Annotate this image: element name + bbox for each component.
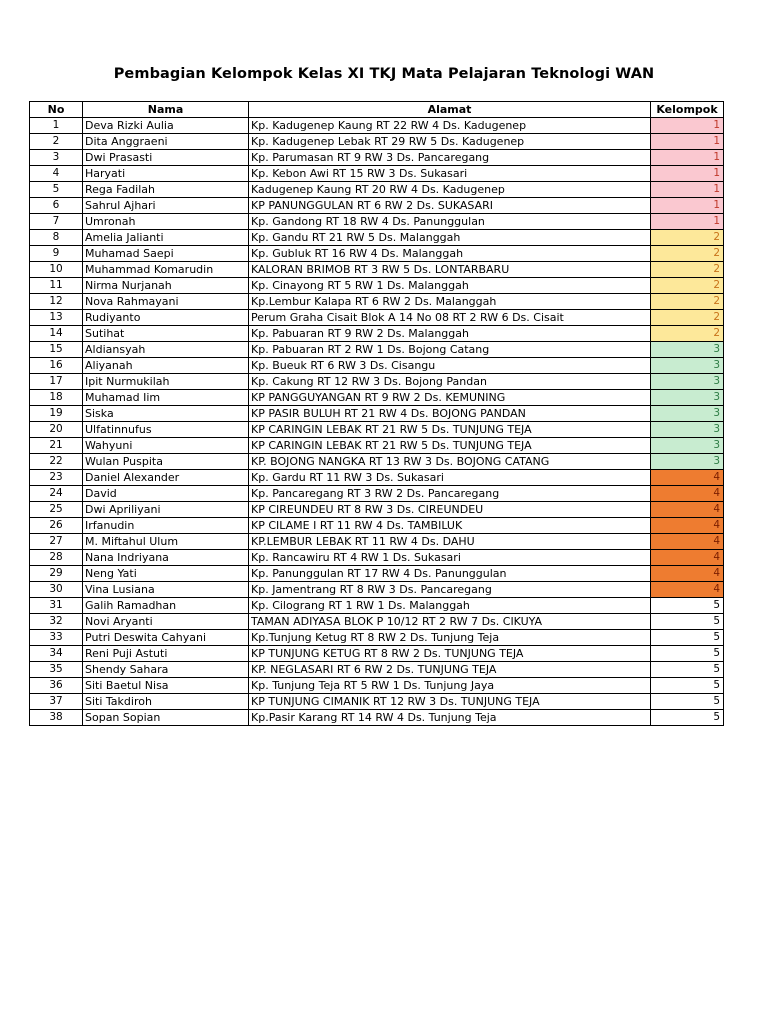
cell-kelompok: 4 <box>651 518 724 534</box>
cell-nama: Haryati <box>83 166 249 182</box>
table-row <box>30 534 724 550</box>
table-row <box>30 182 724 198</box>
cell-no: 36 <box>30 678 83 694</box>
cell-kelompok: 5 <box>651 614 724 630</box>
table-row <box>30 294 724 310</box>
table-row <box>30 358 724 374</box>
header-no: No <box>30 102 83 118</box>
cell-kelompok: 3 <box>651 390 724 406</box>
cell-no: 10 <box>30 262 83 278</box>
table-row <box>30 374 724 390</box>
cell-kelompok: 3 <box>651 422 724 438</box>
table-row <box>30 582 724 598</box>
cell-kelompok: 4 <box>651 502 724 518</box>
cell-alamat: KP CARINGIN LEBAK RT 21 RW 5 Ds. TUNJUNG TEJA <box>249 422 651 438</box>
table-row <box>30 678 724 694</box>
cell-no: 19 <box>30 406 83 422</box>
cell-nama: Sahrul Ajhari <box>83 198 249 214</box>
table-row <box>30 710 724 726</box>
cell-no: 21 <box>30 438 83 454</box>
table-row <box>30 518 724 534</box>
table-row <box>30 630 724 646</box>
cell-nama: Nova Rahmayani <box>83 294 249 310</box>
table-row <box>30 486 724 502</box>
cell-no: 16 <box>30 358 83 374</box>
cell-alamat: Kp.Pasir Karang RT 14 RW 4 Ds. Tunjung Teja <box>249 710 651 726</box>
cell-alamat: KP CILAME I RT 11 RW 4 Ds. TAMBILUK <box>249 518 651 534</box>
cell-alamat: Perum Graha Cisait Blok A 14 No 08 RT 2 RW 6 Ds. Cisait <box>249 310 651 326</box>
cell-alamat: Kp. Gubluk RT 16 RW 4 Ds. Malanggah <box>249 246 651 262</box>
cell-kelompok: 5 <box>651 630 724 646</box>
cell-kelompok: 3 <box>651 454 724 470</box>
header-nama: Nama <box>83 102 249 118</box>
cell-kelompok: 1 <box>651 182 724 198</box>
cell-nama: Putri Deswita Cahyani <box>83 630 249 646</box>
cell-kelompok: 1 <box>651 198 724 214</box>
cell-no: 31 <box>30 598 83 614</box>
cell-alamat: Kp. Parumasan RT 9 RW 3 Ds. Pancaregang <box>249 150 651 166</box>
cell-no: 30 <box>30 582 83 598</box>
cell-no: 8 <box>30 230 83 246</box>
cell-no: 14 <box>30 326 83 342</box>
cell-no: 27 <box>30 534 83 550</box>
cell-no: 37 <box>30 694 83 710</box>
cell-nama: Irfanudin <box>83 518 249 534</box>
table-row <box>30 438 724 454</box>
cell-kelompok: 2 <box>651 246 724 262</box>
cell-no: 17 <box>30 374 83 390</box>
cell-no: 20 <box>30 422 83 438</box>
cell-kelompok: 5 <box>651 678 724 694</box>
cell-nama: Wulan Puspita <box>83 454 249 470</box>
cell-no: 12 <box>30 294 83 310</box>
cell-kelompok: 3 <box>651 438 724 454</box>
cell-no: 29 <box>30 566 83 582</box>
cell-alamat: KP.LEMBUR LEBAK RT 11 RW 4 Ds. DAHU <box>249 534 651 550</box>
cell-nama: Aldiansyah <box>83 342 249 358</box>
header-alamat: Alamat <box>249 102 651 118</box>
table-row <box>30 598 724 614</box>
cell-nama: M. Miftahul Ulum <box>83 534 249 550</box>
cell-kelompok: 1 <box>651 134 724 150</box>
cell-alamat: Kp. Gandu RT 21 RW 5 Ds. Malanggah <box>249 230 651 246</box>
table-body <box>30 118 724 726</box>
cell-no: 26 <box>30 518 83 534</box>
cell-alamat: Kp. Bueuk RT 6 RW 3 Ds. Cisangu <box>249 358 651 374</box>
cell-kelompok: 2 <box>651 310 724 326</box>
cell-no: 34 <box>30 646 83 662</box>
cell-kelompok: 2 <box>651 278 724 294</box>
cell-alamat: KP CARINGIN LEBAK RT 21 RW 5 Ds. TUNJUNG TEJA <box>249 438 651 454</box>
cell-nama: Muhamad Iim <box>83 390 249 406</box>
cell-nama: Dita Anggraeni <box>83 134 249 150</box>
cell-kelompok: 2 <box>651 294 724 310</box>
cell-nama: Shendy Sahara <box>83 662 249 678</box>
cell-alamat: Kp. Tunjung Teja RT 5 RW 1 Ds. Tunjung Jaya <box>249 678 651 694</box>
cell-nama: Ulfatinnufus <box>83 422 249 438</box>
table-row <box>30 230 724 246</box>
cell-nama: Deva Rizki Aulia <box>83 118 249 134</box>
table-row <box>30 390 724 406</box>
cell-kelompok: 1 <box>651 166 724 182</box>
cell-alamat: Kp. Kebon Awi RT 15 RW 3 Ds. Sukasari <box>249 166 651 182</box>
table-row <box>30 118 724 134</box>
cell-kelompok: 5 <box>651 662 724 678</box>
cell-alamat: KP. BOJONG NANGKA RT 13 RW 3 Ds. BOJONG CATANG <box>249 454 651 470</box>
table-row <box>30 198 724 214</box>
cell-nama: Aliyanah <box>83 358 249 374</box>
table-row <box>30 694 724 710</box>
cell-alamat: Kp. Cinayong RT 5 RW 1 Ds. Malanggah <box>249 278 651 294</box>
cell-nama: Dwi Apriliyani <box>83 502 249 518</box>
cell-no: 18 <box>30 390 83 406</box>
table-row <box>30 150 724 166</box>
cell-alamat: Kp.Tunjung Ketug RT 8 RW 2 Ds. Tunjung Teja <box>249 630 651 646</box>
table-row <box>30 310 724 326</box>
cell-kelompok: 3 <box>651 358 724 374</box>
table-row <box>30 134 724 150</box>
cell-kelompok: 5 <box>651 710 724 726</box>
cell-kelompok: 4 <box>651 534 724 550</box>
cell-no: 7 <box>30 214 83 230</box>
cell-no: 1 <box>30 118 83 134</box>
cell-kelompok: 5 <box>651 598 724 614</box>
table-row <box>30 214 724 230</box>
cell-alamat: KP PASIR BULUH RT 21 RW 4 Ds. BOJONG PANDAN <box>249 406 651 422</box>
cell-nama: Muhammad Komarudin <box>83 262 249 278</box>
cell-nama: Reni Puji Astuti <box>83 646 249 662</box>
table-row <box>30 662 724 678</box>
table-row <box>30 342 724 358</box>
header-kelompok: Kelompok <box>651 102 724 118</box>
cell-alamat: KP PANGGUYANGAN RT 9 RW 2 Ds. KEMUNING <box>249 390 651 406</box>
cell-alamat: Kp. Jamentrang RT 8 RW 3 Ds. Pancaregang <box>249 582 651 598</box>
cell-nama: Amelia Jalianti <box>83 230 249 246</box>
group-table <box>29 101 724 726</box>
cell-kelompok: 4 <box>651 470 724 486</box>
cell-kelompok: 3 <box>651 374 724 390</box>
document-title: Pembagian Kelompok Kelas XI TKJ Mata Pelajaran Teknologi WAN <box>113 66 655 82</box>
cell-nama: Nana Indriyana <box>83 550 249 566</box>
cell-alamat: Kp. Kadugenep Kaung RT 22 RW 4 Ds. Kadugenep <box>249 118 651 134</box>
cell-no: 3 <box>30 150 83 166</box>
cell-alamat: KP CIREUNDEU RT 8 RW 3 Ds. CIREUNDEU <box>249 502 651 518</box>
cell-nama: Daniel Alexander <box>83 470 249 486</box>
cell-nama: Rudiyanto <box>83 310 249 326</box>
cell-no: 2 <box>30 134 83 150</box>
cell-nama: Nirma Nurjanah <box>83 278 249 294</box>
cell-nama: Galih Ramadhan <box>83 598 249 614</box>
cell-nama: Dwi Prasasti <box>83 150 249 166</box>
cell-nama: Siti Baetul Nisa <box>83 678 249 694</box>
cell-nama: Wahyuni <box>83 438 249 454</box>
cell-no: 11 <box>30 278 83 294</box>
cell-no: 6 <box>30 198 83 214</box>
table-row <box>30 278 724 294</box>
cell-kelompok: 1 <box>651 118 724 134</box>
cell-alamat: TAMAN ADIYASA BLOK P 10/12 RT 2 RW 7 Ds. CIKUYA <box>249 614 651 630</box>
cell-nama: Muhamad Saepi <box>83 246 249 262</box>
cell-alamat: Kp. Pancaregang RT 3 RW 2 Ds. Pancaregang <box>249 486 651 502</box>
cell-kelompok: 4 <box>651 566 724 582</box>
table-row <box>30 422 724 438</box>
table-row <box>30 406 724 422</box>
cell-no: 38 <box>30 710 83 726</box>
cell-alamat: Kp. Rancawiru RT 4 RW 1 Ds. Sukasari <box>249 550 651 566</box>
cell-nama: Neng Yati <box>83 566 249 582</box>
cell-nama: David <box>83 486 249 502</box>
cell-no: 28 <box>30 550 83 566</box>
cell-no: 24 <box>30 486 83 502</box>
cell-nama: Sopan Sopian <box>83 710 249 726</box>
cell-alamat: Kp. Kadugenep Lebak RT 29 RW 5 Ds. Kadugenep <box>249 134 651 150</box>
cell-nama: Sutihat <box>83 326 249 342</box>
cell-nama: Novi Aryanti <box>83 614 249 630</box>
cell-alamat: KP PANUNGGULAN RT 6 RW 2 Ds. SUKASARI <box>249 198 651 214</box>
table-header <box>30 102 724 118</box>
cell-no: 9 <box>30 246 83 262</box>
cell-no: 22 <box>30 454 83 470</box>
cell-alamat: KP. NEGLASARI RT 6 RW 2 Ds. TUNJUNG TEJA <box>249 662 651 678</box>
cell-alamat: Kp. Cilograng RT 1 RW 1 Ds. Malanggah <box>249 598 651 614</box>
cell-nama: Rega Fadilah <box>83 182 249 198</box>
cell-alamat: Kp. Pabuaran RT 2 RW 1 Ds. Bojong Catang <box>249 342 651 358</box>
cell-no: 35 <box>30 662 83 678</box>
table-row <box>30 454 724 470</box>
cell-kelompok: 1 <box>651 150 724 166</box>
table-row <box>30 614 724 630</box>
cell-nama: Siska <box>83 406 249 422</box>
table-row <box>30 470 724 486</box>
table-row <box>30 646 724 662</box>
cell-kelompok: 1 <box>651 214 724 230</box>
cell-kelompok: 2 <box>651 262 724 278</box>
table-row <box>30 246 724 262</box>
cell-kelompok: 5 <box>651 646 724 662</box>
cell-kelompok: 2 <box>651 326 724 342</box>
table-row <box>30 566 724 582</box>
cell-kelompok: 2 <box>651 230 724 246</box>
cell-alamat: KALORAN BRIMOB RT 3 RW 5 Ds. LONTARBARU <box>249 262 651 278</box>
cell-alamat: KP TUNJUNG KETUG RT 8 RW 2 Ds. TUNJUNG TEJA <box>249 646 651 662</box>
cell-no: 33 <box>30 630 83 646</box>
cell-alamat: Kp.Lembur Kalapa RT 6 RW 2 Ds. Malanggah <box>249 294 651 310</box>
cell-nama: Vina Lusiana <box>83 582 249 598</box>
cell-alamat: KP TUNJUNG CIMANIK RT 12 RW 3 Ds. TUNJUNG TEJA <box>249 694 651 710</box>
table-row <box>30 166 724 182</box>
cell-kelompok: 4 <box>651 550 724 566</box>
cell-no: 25 <box>30 502 83 518</box>
cell-nama: Siti Takdiroh <box>83 694 249 710</box>
table-row <box>30 326 724 342</box>
cell-alamat: Kp. Gardu RT 11 RW 3 Ds. Sukasari <box>249 470 651 486</box>
table-row <box>30 502 724 518</box>
cell-no: 32 <box>30 614 83 630</box>
cell-alamat: Kp. Cakung RT 12 RW 3 Ds. Bojong Pandan <box>249 374 651 390</box>
cell-nama: Ipit Nurmukilah <box>83 374 249 390</box>
cell-kelompok: 4 <box>651 486 724 502</box>
cell-alamat: Kp. Gandong RT 18 RW 4 Ds. Panunggulan <box>249 214 651 230</box>
cell-no: 15 <box>30 342 83 358</box>
cell-alamat: Kp. Pabuaran RT 9 RW 2 Ds. Malanggah <box>249 326 651 342</box>
cell-kelompok: 4 <box>651 582 724 598</box>
cell-no: 4 <box>30 166 83 182</box>
cell-kelompok: 3 <box>651 406 724 422</box>
cell-no: 5 <box>30 182 83 198</box>
cell-nama: Umronah <box>83 214 249 230</box>
table-row <box>30 262 724 278</box>
cell-no: 23 <box>30 470 83 486</box>
table-row <box>30 550 724 566</box>
cell-no: 13 <box>30 310 83 326</box>
cell-alamat: Kp. Panunggulan RT 17 RW 4 Ds. Panunggulan <box>249 566 651 582</box>
cell-kelompok: 3 <box>651 342 724 358</box>
cell-alamat: Kadugenep Kaung RT 20 RW 4 Ds. Kadugenep <box>249 182 651 198</box>
cell-kelompok: 5 <box>651 694 724 710</box>
